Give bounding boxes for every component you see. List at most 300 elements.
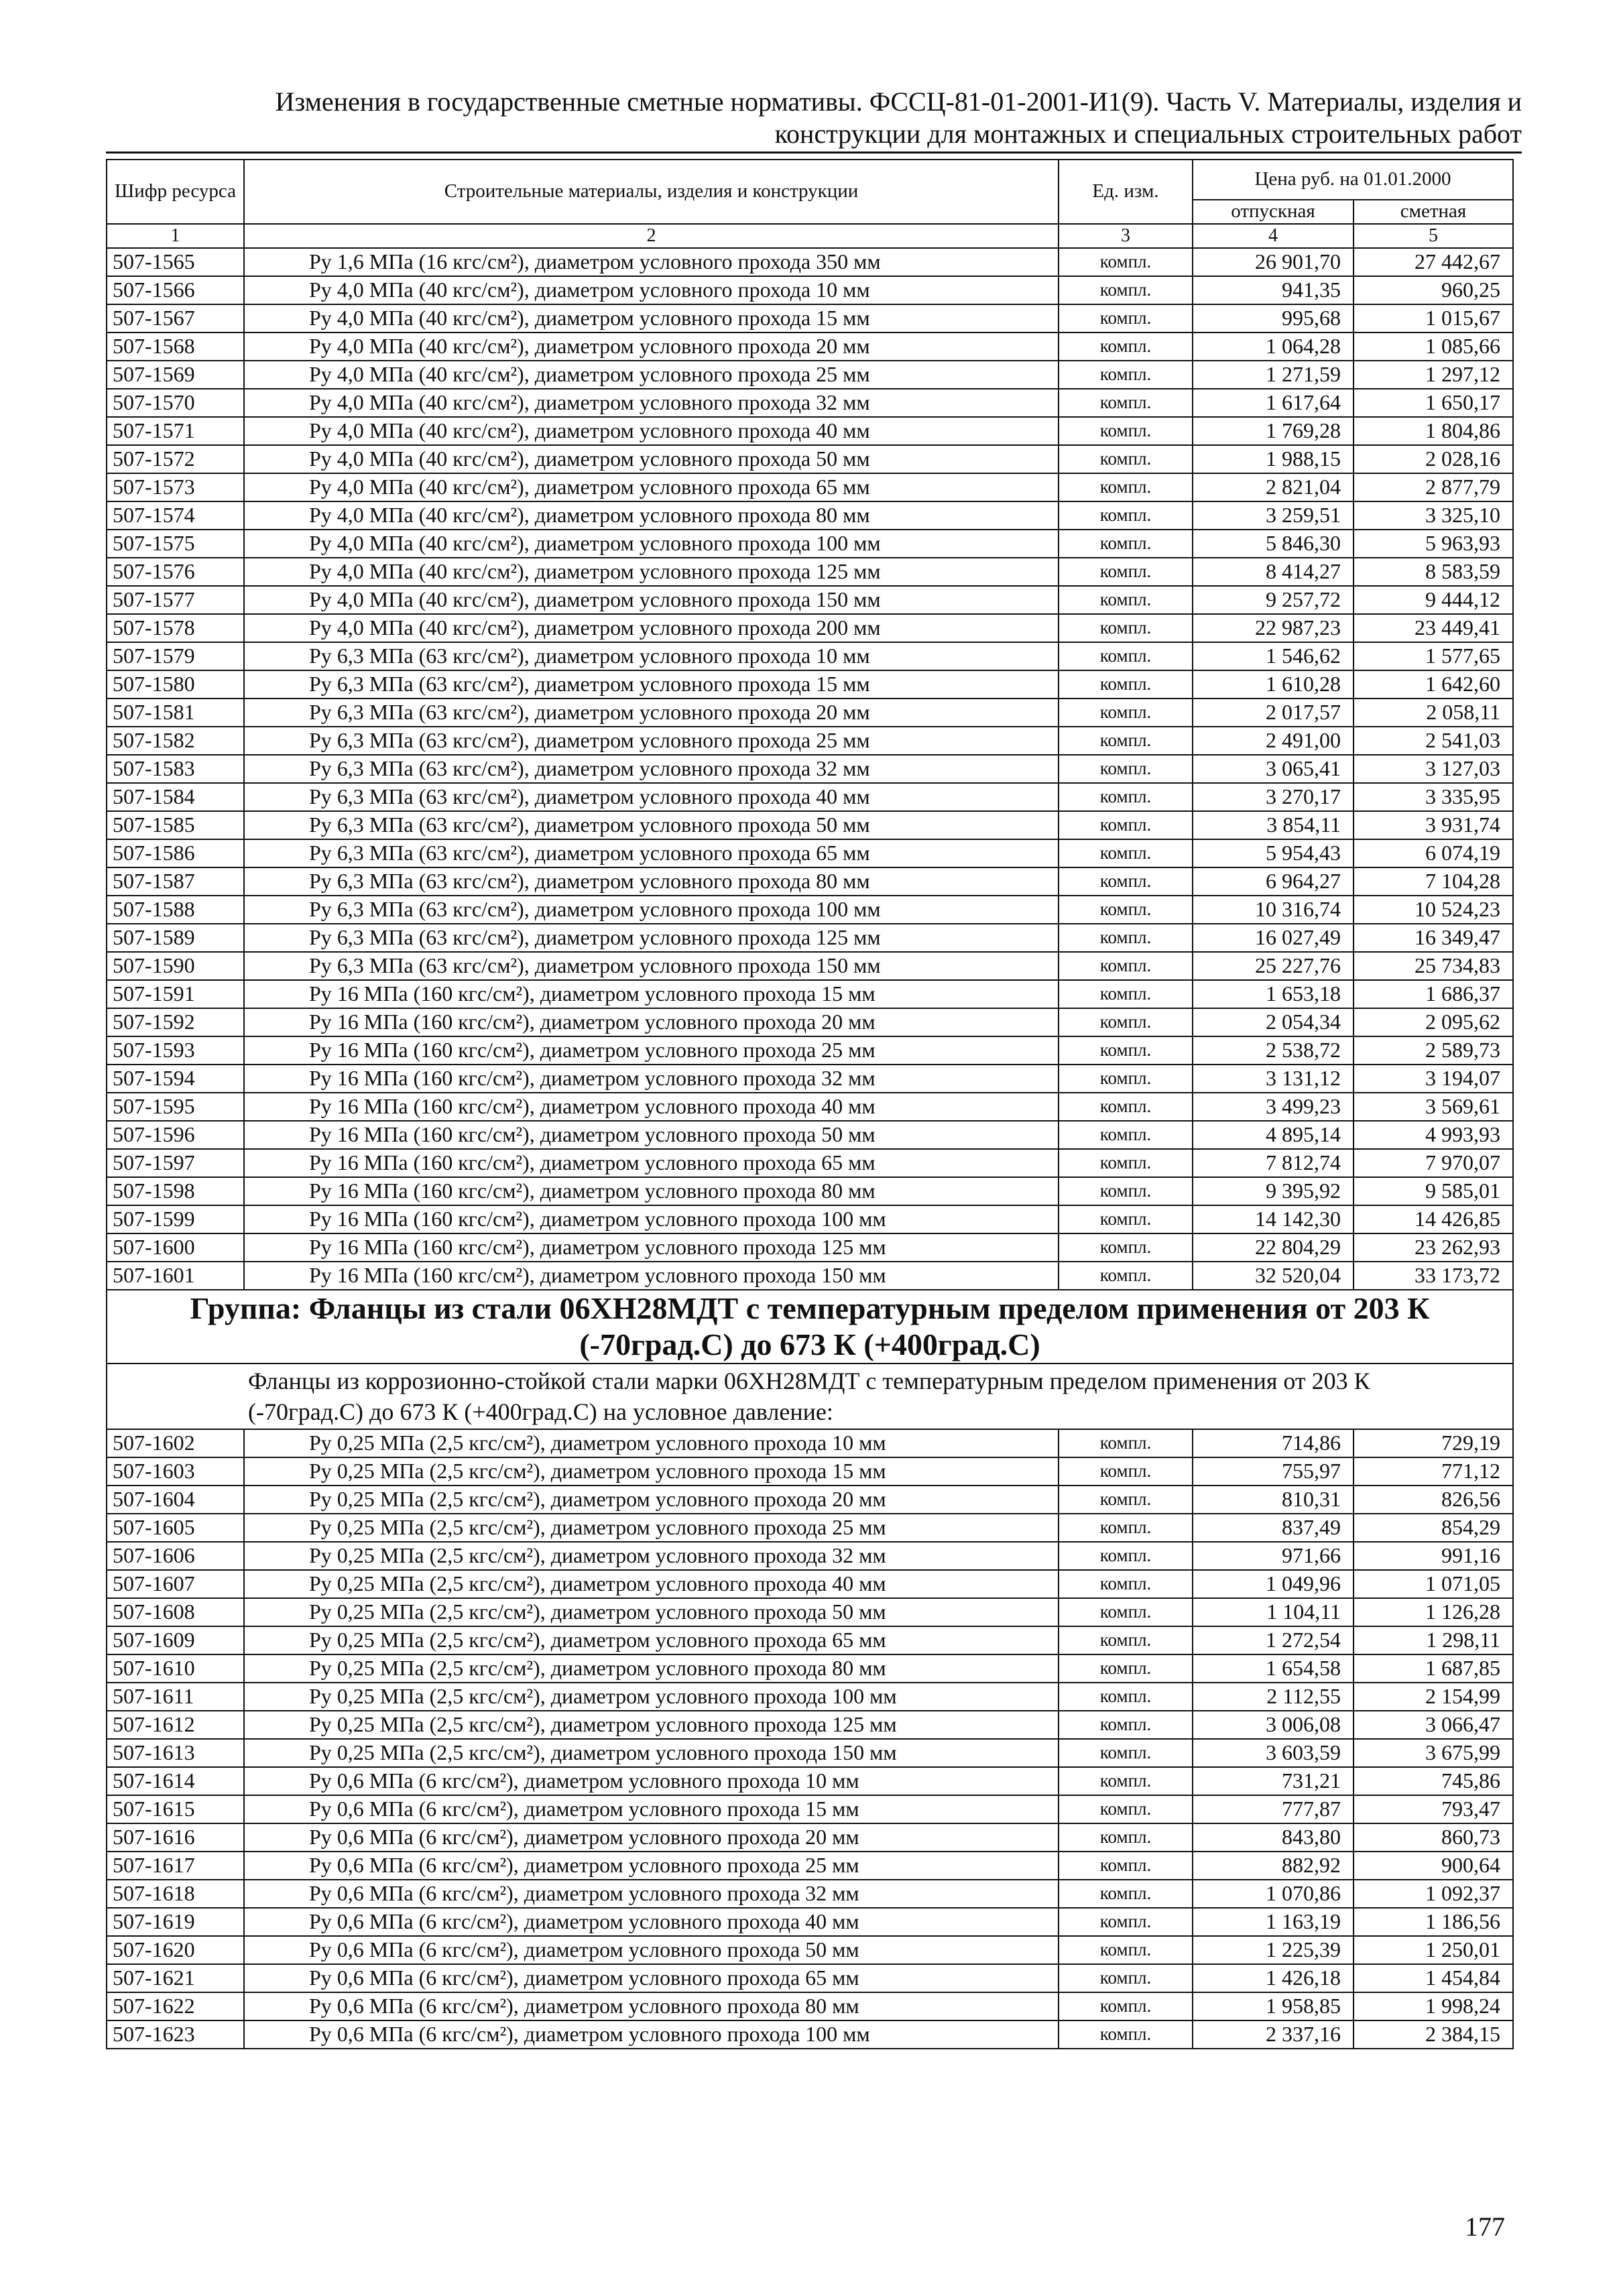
resource-name: Ру 16 МПа (160 кгс/см²), диаметром условного прохода 80 мм — [244, 1177, 1059, 1205]
resource-code: 507-1574 — [107, 501, 244, 530]
price-estimate: 771,12 — [1354, 1457, 1513, 1486]
table-row — [107, 980, 1513, 1008]
resource-name: Ру 4,0 МПа (40 кгс/см²), диаметром условного прохода 10 мм — [244, 276, 1059, 304]
resource-name: Ру 0,6 МПа (6 кгс/см²), диаметром условного прохода 25 мм — [244, 1852, 1059, 1880]
table-row — [107, 361, 1513, 389]
table-row — [107, 1457, 1513, 1486]
price-estimate: 3 194,07 — [1354, 1065, 1513, 1093]
header-price: Цена руб. на 01.01.2000 — [1193, 160, 1513, 200]
unit-cell: компл. — [1059, 614, 1193, 642]
price-release: 1 988,15 — [1193, 445, 1354, 473]
unit-cell: компл. — [1059, 980, 1193, 1008]
unit-cell: компл. — [1059, 1823, 1193, 1852]
col-number: 3 — [1059, 224, 1193, 248]
price-release: 9 395,92 — [1193, 1177, 1354, 1205]
resource-code: 507-1565 — [107, 248, 244, 276]
resource-code: 507-1589 — [107, 924, 244, 952]
price-release: 10 316,74 — [1193, 896, 1354, 924]
table-row — [107, 839, 1513, 867]
page-header — [221, 86, 1522, 150]
resource-code: 507-1603 — [107, 1457, 244, 1486]
resource-code: 507-1601 — [107, 1262, 244, 1290]
resource-code: 507-1566 — [107, 276, 244, 304]
group-description: Фланцы из коррозионно-стойкой стали марки 06ХН28МДТ с температурным пределом применения от 203 К (-70град.С) до 673 К (+400град.С) на условное давление: — [107, 1364, 1513, 1429]
resource-name: Ру 4,0 МПа (40 кгс/см²), диаметром условного прохода 40 мм — [244, 417, 1059, 445]
unit-cell: компл. — [1059, 1486, 1193, 1514]
price-estimate: 860,73 — [1354, 1823, 1513, 1852]
resource-name: Ру 0,25 МПа (2,5 кгс/см²), диаметром условного прохода 80 мм — [244, 1654, 1059, 1683]
resource-name: Ру 16 МПа (160 кгс/см²), диаметром условного прохода 125 мм — [244, 1233, 1059, 1262]
table-row — [107, 1570, 1513, 1598]
table-row — [107, 1880, 1513, 1908]
unit-cell: компл. — [1059, 1262, 1193, 1290]
resource-code: 507-1594 — [107, 1065, 244, 1093]
table-row — [107, 1486, 1513, 1514]
unit-cell: компл. — [1059, 473, 1193, 501]
table-row — [107, 1795, 1513, 1823]
resource-name: Ру 6,3 МПа (63 кгс/см²), диаметром условного прохода 50 мм — [244, 811, 1059, 839]
resource-name: Ру 16 МПа (160 кгс/см²), диаметром условного прохода 25 мм — [244, 1036, 1059, 1065]
unit-cell: компл. — [1059, 1205, 1193, 1233]
table-row — [107, 1429, 1513, 1457]
unit-cell: компл. — [1059, 361, 1193, 389]
price-estimate: 1 686,37 — [1354, 980, 1513, 1008]
price-release: 882,92 — [1193, 1852, 1354, 1880]
unit-cell: компл. — [1059, 1711, 1193, 1739]
resource-code: 507-1620 — [107, 1936, 244, 1964]
resource-name: Ру 6,3 МПа (63 кгс/см²), диаметром условного прохода 100 мм — [244, 896, 1059, 924]
header-code: Шифр ресурса — [107, 160, 244, 224]
price-estimate: 1 126,28 — [1354, 1598, 1513, 1626]
price-release: 26 901,70 — [1193, 248, 1354, 276]
price-estimate: 7 104,28 — [1354, 867, 1513, 896]
resource-code: 507-1618 — [107, 1880, 244, 1908]
resource-code: 507-1613 — [107, 1739, 244, 1767]
resource-name: Ру 16 МПа (160 кгс/см²), диаметром условного прохода 65 мм — [244, 1149, 1059, 1177]
table-row — [107, 811, 1513, 839]
unit-cell: компл. — [1059, 867, 1193, 896]
page-number: 177 — [1465, 2212, 1505, 2242]
resource-code: 507-1567 — [107, 304, 244, 333]
unit-cell: компл. — [1059, 1008, 1193, 1036]
table-row — [107, 333, 1513, 361]
price-release: 7 812,74 — [1193, 1149, 1354, 1177]
table-row — [107, 1683, 1513, 1711]
col-number: 5 — [1354, 224, 1513, 248]
resource-name: Ру 0,25 МПа (2,5 кгс/см²), диаметром условного прохода 10 мм — [244, 1429, 1059, 1457]
resource-code: 507-1617 — [107, 1852, 244, 1880]
resource-code: 507-1585 — [107, 811, 244, 839]
resource-name: Ру 6,3 МПа (63 кгс/см²), диаметром условного прохода 15 мм — [244, 670, 1059, 699]
price-estimate: 1 297,12 — [1354, 361, 1513, 389]
price-estimate: 1 998,24 — [1354, 1992, 1513, 2020]
resource-name: Ру 4,0 МПа (40 кгс/см²), диаметром условного прохода 25 мм — [244, 361, 1059, 389]
resource-code: 507-1623 — [107, 2020, 244, 2049]
price-estimate: 6 074,19 — [1354, 839, 1513, 867]
resource-code: 507-1619 — [107, 1908, 244, 1936]
resource-code: 507-1573 — [107, 473, 244, 501]
unit-cell: компл. — [1059, 389, 1193, 417]
resource-code: 507-1599 — [107, 1205, 244, 1233]
resource-name: Ру 4,0 МПа (40 кгс/см²), диаметром условного прохода 80 мм — [244, 501, 1059, 530]
unit-cell: компл. — [1059, 1795, 1193, 1823]
resource-name: Ру 4,0 МПа (40 кгс/см²), диаметром условного прохода 32 мм — [244, 389, 1059, 417]
table-row — [107, 614, 1513, 642]
price-release: 3 259,51 — [1193, 501, 1354, 530]
unit-cell: компл. — [1059, 1065, 1193, 1093]
resource-name: Ру 4,0 МПа (40 кгс/см²), диаметром условного прохода 150 мм — [244, 586, 1059, 614]
price-estimate: 2 589,73 — [1354, 1036, 1513, 1065]
price-estimate: 1 454,84 — [1354, 1964, 1513, 1992]
header-name: Строительные материалы, изделия и конструкции — [244, 160, 1059, 224]
table-row — [107, 1739, 1513, 1767]
resource-name: Ру 6,3 МПа (63 кгс/см²), диаметром условного прохода 150 мм — [244, 952, 1059, 980]
price-estimate: 23 262,93 — [1354, 1233, 1513, 1262]
price-estimate: 2 028,16 — [1354, 445, 1513, 473]
table-row — [107, 1177, 1513, 1205]
price-estimate: 2 154,99 — [1354, 1683, 1513, 1711]
resource-code: 507-1606 — [107, 1542, 244, 1570]
table-row — [107, 867, 1513, 896]
unit-cell: компл. — [1059, 755, 1193, 783]
table-row — [107, 1233, 1513, 1262]
resource-code: 507-1571 — [107, 417, 244, 445]
price-release: 8 414,27 — [1193, 558, 1354, 586]
resource-code: 507-1595 — [107, 1093, 244, 1121]
price-estimate: 23 449,41 — [1354, 614, 1513, 642]
header-price-release: отпускная — [1193, 200, 1354, 224]
resource-name: Ру 4,0 МПа (40 кгс/см²), диаметром условного прохода 65 мм — [244, 473, 1059, 501]
unit-cell: компл. — [1059, 417, 1193, 445]
price-release: 2 054,34 — [1193, 1008, 1354, 1036]
resource-name: Ру 0,25 МПа (2,5 кгс/см²), диаметром условного прохода 20 мм — [244, 1486, 1059, 1514]
price-estimate: 2 095,62 — [1354, 1008, 1513, 1036]
price-estimate: 960,25 — [1354, 276, 1513, 304]
price-release: 3 854,11 — [1193, 811, 1354, 839]
table-header — [107, 160, 1513, 248]
unit-cell: компл. — [1059, 1683, 1193, 1711]
unit-cell: компл. — [1059, 642, 1193, 670]
price-estimate: 4 993,93 — [1354, 1121, 1513, 1149]
header-line-2: конструкции для монтажных и специальных строительных работ — [774, 119, 1522, 149]
unit-cell: компл. — [1059, 1908, 1193, 1936]
price-estimate: 3 931,74 — [1354, 811, 1513, 839]
price-release: 2 337,16 — [1193, 2020, 1354, 2049]
table-row — [107, 473, 1513, 501]
table-row — [107, 642, 1513, 670]
resource-name: Ру 6,3 МПа (63 кгс/см²), диаметром условного прохода 25 мм — [244, 727, 1059, 755]
resource-name: Ру 0,25 МПа (2,5 кгс/см²), диаметром условного прохода 40 мм — [244, 1570, 1059, 1598]
resource-name: Ру 4,0 МПа (40 кгс/см²), диаметром условного прохода 125 мм — [244, 558, 1059, 586]
table-row — [107, 1121, 1513, 1149]
table-row — [107, 586, 1513, 614]
price-estimate: 1 687,85 — [1354, 1654, 1513, 1683]
resource-code: 507-1612 — [107, 1711, 244, 1739]
resource-name: Ру 4,0 МПа (40 кгс/см²), диаметром условного прохода 100 мм — [244, 530, 1059, 558]
table-row — [107, 755, 1513, 783]
price-release: 5 846,30 — [1193, 530, 1354, 558]
resource-code: 507-1568 — [107, 333, 244, 361]
price-estimate: 854,29 — [1354, 1514, 1513, 1542]
resource-code: 507-1605 — [107, 1514, 244, 1542]
price-estimate: 14 426,85 — [1354, 1205, 1513, 1233]
price-release: 1 104,11 — [1193, 1598, 1354, 1626]
table-row — [107, 276, 1513, 304]
unit-cell: компл. — [1059, 924, 1193, 952]
price-release: 837,49 — [1193, 1514, 1354, 1542]
unit-cell: компл. — [1059, 304, 1193, 333]
table-row — [107, 1065, 1513, 1093]
table-row — [107, 670, 1513, 699]
table-row — [107, 1964, 1513, 1992]
unit-cell: компл. — [1059, 586, 1193, 614]
table-row — [107, 501, 1513, 530]
resource-name: Ру 0,6 МПа (6 кгс/см²), диаметром условного прохода 65 мм — [244, 1964, 1059, 1992]
price-estimate: 25 734,83 — [1354, 952, 1513, 980]
price-estimate: 1 804,86 — [1354, 417, 1513, 445]
unit-cell: компл. — [1059, 276, 1193, 304]
price-estimate: 27 442,67 — [1354, 248, 1513, 276]
price-estimate: 5 963,93 — [1354, 530, 1513, 558]
resource-code: 507-1597 — [107, 1149, 244, 1177]
price-release: 2 538,72 — [1193, 1036, 1354, 1065]
table-body-b — [107, 1429, 1513, 2049]
resource-code: 507-1582 — [107, 727, 244, 755]
table-row — [107, 783, 1513, 811]
price-estimate: 1 085,66 — [1354, 333, 1513, 361]
unit-cell: компл. — [1059, 1570, 1193, 1598]
price-release: 5 954,43 — [1193, 839, 1354, 867]
resource-code: 507-1581 — [107, 699, 244, 727]
price-release: 3 065,41 — [1193, 755, 1354, 783]
price-estimate: 793,47 — [1354, 1795, 1513, 1823]
table-row — [107, 304, 1513, 333]
resource-name: Ру 4,0 МПа (40 кгс/см²), диаметром условного прохода 15 мм — [244, 304, 1059, 333]
resource-code: 507-1584 — [107, 783, 244, 811]
price-estimate: 1 015,67 — [1354, 304, 1513, 333]
resource-name: Ру 6,3 МПа (63 кгс/см²), диаметром условного прохода 40 мм — [244, 783, 1059, 811]
price-release: 1 272,54 — [1193, 1626, 1354, 1654]
price-estimate: 3 675,99 — [1354, 1739, 1513, 1767]
price-estimate: 2 384,15 — [1354, 2020, 1513, 2049]
table-row — [107, 924, 1513, 952]
price-release: 2 491,00 — [1193, 727, 1354, 755]
group-title: Группа: Фланцы из стали 06ХН28МДТ с температурным пределом применения от 203 К (-70град.С) до 673 К (+400град.С) — [107, 1290, 1513, 1364]
table-row — [107, 530, 1513, 558]
resource-code: 507-1607 — [107, 1570, 244, 1598]
price-release: 755,97 — [1193, 1457, 1354, 1486]
resource-name: Ру 4,0 МПа (40 кгс/см²), диаметром условного прохода 50 мм — [244, 445, 1059, 473]
resource-name: Ру 6,3 МПа (63 кгс/см²), диаметром условного прохода 32 мм — [244, 755, 1059, 783]
price-release: 1 049,96 — [1193, 1570, 1354, 1598]
price-release: 3 006,08 — [1193, 1711, 1354, 1739]
table-row — [107, 558, 1513, 586]
unit-cell: компл. — [1059, 896, 1193, 924]
price-release: 1 163,19 — [1193, 1908, 1354, 1936]
resource-code: 507-1588 — [107, 896, 244, 924]
price-estimate: 2 058,11 — [1354, 699, 1513, 727]
resource-code: 507-1593 — [107, 1036, 244, 1065]
price-release: 22 804,29 — [1193, 1233, 1354, 1262]
header-unit: Ед. изм. — [1059, 160, 1193, 224]
price-release: 14 142,30 — [1193, 1205, 1354, 1233]
price-release: 941,35 — [1193, 276, 1354, 304]
price-estimate: 745,86 — [1354, 1767, 1513, 1795]
resource-code: 507-1587 — [107, 867, 244, 896]
table-row — [107, 1654, 1513, 1683]
price-release: 1 653,18 — [1193, 980, 1354, 1008]
table-row — [107, 445, 1513, 473]
resource-name: Ру 0,25 МПа (2,5 кгс/см²), диаметром условного прохода 32 мм — [244, 1542, 1059, 1570]
price-table — [106, 159, 1514, 2049]
unit-cell: компл. — [1059, 1149, 1193, 1177]
price-release: 3 603,59 — [1193, 1739, 1354, 1767]
table-row — [107, 1262, 1513, 1290]
unit-cell: компл. — [1059, 1036, 1193, 1065]
table-row — [107, 1626, 1513, 1654]
resource-name: Ру 0,6 МПа (6 кгс/см²), диаметром условного прохода 20 мм — [244, 1823, 1059, 1852]
resource-name: Ру 16 МПа (160 кгс/см²), диаметром условного прохода 15 мм — [244, 980, 1059, 1008]
unit-cell: компл. — [1059, 1177, 1193, 1205]
table-row — [107, 1149, 1513, 1177]
table-row — [107, 1514, 1513, 1542]
price-estimate: 1 642,60 — [1354, 670, 1513, 699]
price-estimate: 991,16 — [1354, 1542, 1513, 1570]
resource-code: 507-1580 — [107, 670, 244, 699]
table-row — [107, 1852, 1513, 1880]
table-row — [107, 1936, 1513, 1964]
unit-cell: компл. — [1059, 445, 1193, 473]
table-row — [107, 1205, 1513, 1233]
price-estimate: 1 092,37 — [1354, 1880, 1513, 1908]
unit-cell: компл. — [1059, 727, 1193, 755]
price-estimate: 1 186,56 — [1354, 1908, 1513, 1936]
resource-name: Ру 0,25 МПа (2,5 кгс/см²), диаметром условного прохода 100 мм — [244, 1683, 1059, 1711]
price-release: 1 958,85 — [1193, 1992, 1354, 2020]
unit-cell: компл. — [1059, 1880, 1193, 1908]
price-release: 1 426,18 — [1193, 1964, 1354, 1992]
resource-code: 507-1604 — [107, 1486, 244, 1514]
unit-cell: компл. — [1059, 248, 1193, 276]
table-row — [107, 1992, 1513, 2020]
resource-code: 507-1608 — [107, 1598, 244, 1626]
table-row — [107, 1036, 1513, 1065]
table-row — [107, 1767, 1513, 1795]
table-row — [107, 1598, 1513, 1626]
price-release: 3 499,23 — [1193, 1093, 1354, 1121]
resource-name: Ру 0,25 МПа (2,5 кгс/см²), диаметром условного прохода 15 мм — [244, 1457, 1059, 1486]
unit-cell: компл. — [1059, 1457, 1193, 1486]
table-row — [107, 1542, 1513, 1570]
resource-code: 507-1592 — [107, 1008, 244, 1036]
resource-name: Ру 6,3 МПа (63 кгс/см²), диаметром условного прохода 125 мм — [244, 924, 1059, 952]
unit-cell: компл. — [1059, 1121, 1193, 1149]
table-row — [107, 1711, 1513, 1739]
price-release: 2 017,57 — [1193, 699, 1354, 727]
table-row — [107, 1908, 1513, 1936]
resource-name: Ру 0,6 МПа (6 кгс/см²), диаметром условного прохода 50 мм — [244, 1936, 1059, 1964]
resource-name: Ру 4,0 МПа (40 кгс/см²), диаметром условного прохода 200 мм — [244, 614, 1059, 642]
price-release: 3 270,17 — [1193, 783, 1354, 811]
price-estimate: 2 877,79 — [1354, 473, 1513, 501]
price-release: 1 271,59 — [1193, 361, 1354, 389]
resource-code: 507-1575 — [107, 530, 244, 558]
unit-cell: компл. — [1059, 1739, 1193, 1767]
resource-name: Ру 0,6 МПа (6 кгс/см²), диаметром условного прохода 10 мм — [244, 1767, 1059, 1795]
resource-name: Ру 0,6 МПа (6 кгс/см²), диаметром условного прохода 40 мм — [244, 1908, 1059, 1936]
unit-cell: компл. — [1059, 839, 1193, 867]
resource-code: 507-1622 — [107, 1992, 244, 2020]
resource-code: 507-1610 — [107, 1654, 244, 1683]
price-release: 32 520,04 — [1193, 1262, 1354, 1290]
resource-code: 507-1614 — [107, 1767, 244, 1795]
resource-name: Ру 16 МПа (160 кгс/см²), диаметром условного прохода 50 мм — [244, 1121, 1059, 1149]
resource-name: Ру 16 МПа (160 кгс/см²), диаметром условного прохода 150 мм — [244, 1262, 1059, 1290]
resource-name: Ру 0,6 МПа (6 кгс/см²), диаметром условного прохода 15 мм — [244, 1795, 1059, 1823]
unit-cell: компл. — [1059, 1429, 1193, 1457]
table-row — [107, 896, 1513, 924]
resource-code: 507-1590 — [107, 952, 244, 980]
price-release: 1 610,28 — [1193, 670, 1354, 699]
resource-code: 507-1602 — [107, 1429, 244, 1457]
resource-code: 507-1611 — [107, 1683, 244, 1711]
table-row — [107, 1093, 1513, 1121]
unit-cell: компл. — [1059, 1767, 1193, 1795]
table-row — [107, 952, 1513, 980]
price-release: 3 131,12 — [1193, 1065, 1354, 1093]
price-release: 714,86 — [1193, 1429, 1354, 1457]
price-release: 6 964,27 — [1193, 867, 1354, 896]
price-release: 25 227,76 — [1193, 952, 1354, 980]
price-release: 1 064,28 — [1193, 333, 1354, 361]
unit-cell: компл. — [1059, 1598, 1193, 1626]
price-estimate: 9 444,12 — [1354, 586, 1513, 614]
resource-code: 507-1598 — [107, 1177, 244, 1205]
price-release: 4 895,14 — [1193, 1121, 1354, 1149]
unit-cell: компл. — [1059, 2020, 1193, 2049]
resource-code: 507-1572 — [107, 445, 244, 473]
unit-cell: компл. — [1059, 1542, 1193, 1570]
resource-name: Ру 6,3 МПа (63 кгс/см²), диаметром условного прохода 65 мм — [244, 839, 1059, 867]
unit-cell: компл. — [1059, 501, 1193, 530]
resource-name: Ру 0,25 МПа (2,5 кгс/см²), диаметром условного прохода 150 мм — [244, 1739, 1059, 1767]
unit-cell: компл. — [1059, 1852, 1193, 1880]
price-estimate: 3 066,47 — [1354, 1711, 1513, 1739]
unit-cell: компл. — [1059, 952, 1193, 980]
header-rule — [106, 152, 1522, 154]
price-estimate: 9 585,01 — [1354, 1177, 1513, 1205]
resource-code: 507-1579 — [107, 642, 244, 670]
table-row — [107, 417, 1513, 445]
resource-name: Ру 0,25 МПа (2,5 кгс/см²), диаметром условного прохода 25 мм — [244, 1514, 1059, 1542]
resource-name: Ру 6,3 МПа (63 кгс/см²), диаметром условного прохода 80 мм — [244, 867, 1059, 896]
price-estimate: 3 335,95 — [1354, 783, 1513, 811]
unit-cell: компл. — [1059, 811, 1193, 839]
price-estimate: 3 569,61 — [1354, 1093, 1513, 1121]
col-number: 2 — [244, 224, 1059, 248]
unit-cell: компл. — [1059, 699, 1193, 727]
price-release: 843,80 — [1193, 1823, 1354, 1852]
resource-name: Ру 16 МПа (160 кгс/см²), диаметром условного прохода 100 мм — [244, 1205, 1059, 1233]
price-estimate: 1 071,05 — [1354, 1570, 1513, 1598]
price-release: 2 112,55 — [1193, 1683, 1354, 1711]
price-estimate: 7 970,07 — [1354, 1149, 1513, 1177]
resource-name: Ру 4,0 МПа (40 кгс/см²), диаметром условного прохода 20 мм — [244, 333, 1059, 361]
unit-cell: компл. — [1059, 783, 1193, 811]
group-section — [107, 1290, 1513, 1429]
price-release: 16 027,49 — [1193, 924, 1354, 952]
resource-name: Ру 0,25 МПа (2,5 кгс/см²), диаметром условного прохода 50 мм — [244, 1598, 1059, 1626]
